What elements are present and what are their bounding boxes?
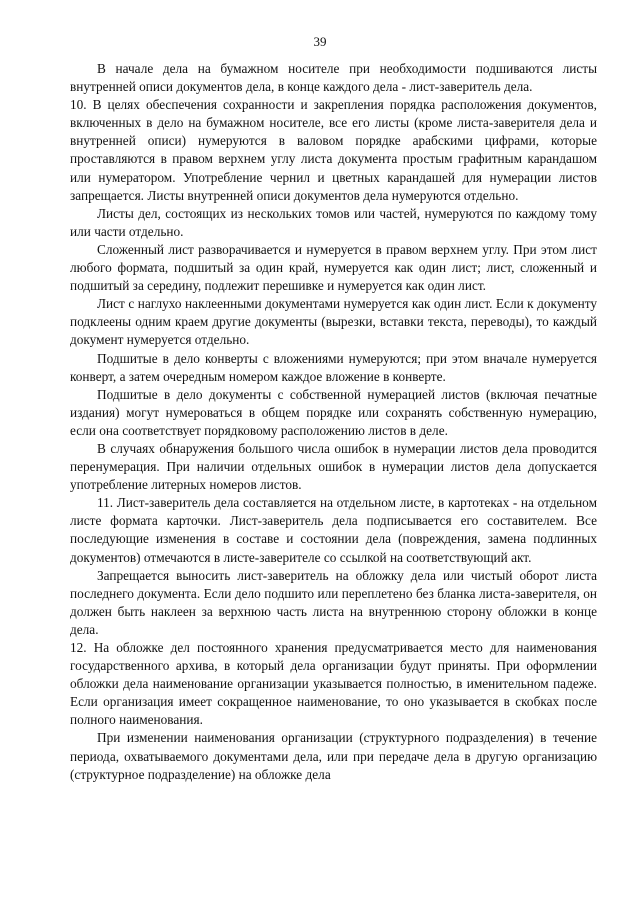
paragraph-12: 12. На обложке дел постоянного хранения предусматривается место для наименования государственного архива, в который дела организации будут приняты. При оформлении обложки дела наименование организации указывается полностью, в именительном падеже. Если организация имеет сокращенное наименование, то оно указывается в скобках после полного наименования.	[70, 640, 597, 728]
paragraph-intro: В начале дела на бумажном носителе при необходимости подшиваются листы внутренней описи документов дела, в конце каждого дела - лист-заверитель дела.	[70, 61, 597, 95]
paragraph-volumes: Листы дел, состоящих из нескольких томов или частей, нумеруются по каждому тому или части отдельно.	[70, 205, 597, 239]
page-number: 39	[313, 34, 327, 49]
paragraph-certifier-placement: Запрещается выносить лист-заверитель на обложку дела или чистый оборот листа последнего документа. Если дело подшито или переплетено без бланка листа-заверителя, он должен быть наклеен за верхнюю часть листа на внутреннюю сторону обложки в конце дела.	[70, 567, 597, 637]
paragraph-renumbering: В случаях обнаружения большого числа ошибок в нумерации листов дела проводится перенумерация. При наличии отдельных ошибок в нумерации листов дела допускается употребление литерных номеров листов.	[70, 440, 597, 493]
paragraph-11: 11. Лист-заверитель дела составляется на отдельном листе, в картотеках - на отдельном листе формата карточки. Лист-заверитель дела подписывается его составителем. Все последующие изменения в составе и состоянии дела (повреждения, замена подлинных документов) отмечаются в листе-заверителе со ссылкой на соответствующий акт.	[70, 495, 597, 565]
paragraph-own-numbering: Подшитые в дело документы с собственной нумерацией листов (включая печатные издания) могут нумероваться в общем порядке или сохранять собственную нумерацию, если она соответствует порядковому расположению листов в деле.	[70, 386, 597, 438]
paragraph-10: 10. В целях обеспечения сохранности и закрепления порядка расположения документов, включенных в дело на бумажном носителе, все его листы (кроме листа-заверителя дела и внутренней описи) нумеруются в валовом порядке арабскими цифрами, которые проставляются в правом верхнем углу листа документа простым графитным карандашом или нумератором. Употребление чернил и цветных карандашей для нумерации листов запрещается. Листы внутренней описи документов дела нумеруются отдельно.	[70, 97, 597, 203]
paragraph-name-change: При изменении наименования организации (структурного подразделения) в течение периода, охватываемого документами дела, или при передаче дела в другую организацию (структурное подразделение) на обложке дела	[70, 730, 597, 782]
paragraph-glued-documents: Лист с наглухо наклеенными документами нумеруется как один лист. Если к документу подклеены одним краем другие документы (вырезки, вставки текста, переводы), то каждый документ нумеруется отдельно.	[70, 296, 597, 348]
body-text	[70, 60, 597, 784]
paragraph-envelopes: Подшитые в дело конверты с вложениями нумеруются; при этом вначале нумеруется конверт, а затем очередным номером каждое вложение в конверте.	[70, 350, 597, 384]
paragraph-folded-sheet: Сложенный лист разворачивается и нумеруется в правом верхнем углу. При этом лист любого формата, подшитый за один край, нумеруется как один лист; лист, сложенный и подшитый за середину, подлежит перешивке и нумеруется как один лист.	[70, 241, 597, 294]
